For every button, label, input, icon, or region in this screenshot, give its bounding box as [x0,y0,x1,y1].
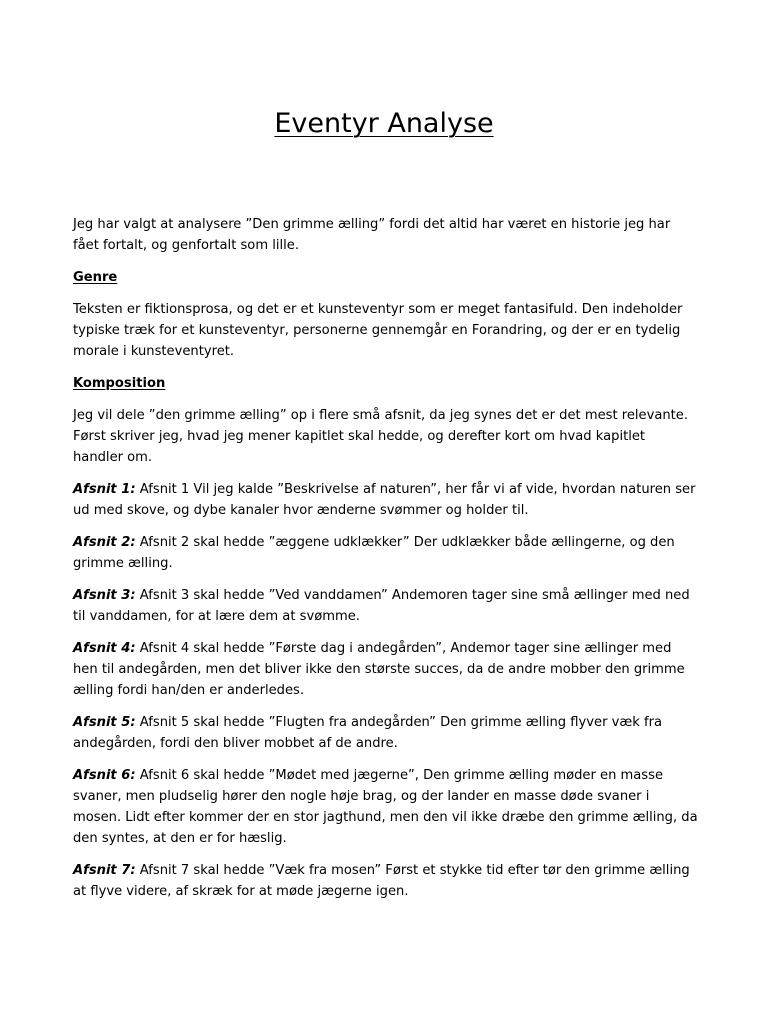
komposition-paragraph: Jeg vil dele ”den grimme ælling” op i flere små afsnit, da jeg synes det er det mest relevante. Først skriver jeg, hvad jeg mener kapitlet skal hedde, og derefter kort om hvad kapitlet handler om. [73,408,689,465]
afsnit-7-text: Afsnit 7 skal hedde ”Væk fra mosen” Først et stykke tid efter tør den grimme ælling at flyve videre, af skræk for at møde jægerne igen. [73,863,690,899]
afsnit-6-label: Afsnit 6: [73,768,136,783]
afsnit-5-paragraph [73,712,698,754]
komposition-heading: Komposition [73,376,166,391]
afsnit-7-paragraph [73,860,698,902]
afsnit-2-paragraph [73,532,698,574]
komposition-heading-paragraph [73,373,698,394]
document-title: Eventyr Analyse [274,108,494,139]
afsnit-4-text: Afsnit 4 skal hedde ”Første dag i andegården”, Andemor tager sine ællinger med hen til andegården, men det bliver ikke den største succes, da de andre mobber den grimme ælling fordi han/den er anderledes. [73,641,685,698]
afsnit-3-label: Afsnit 3: [73,588,136,603]
afsnit-5-text: Afsnit 5 skal hedde ”Flugten fra andegården” Den grimme ælling flyver væk fra andegården, fordi den bliver mobbet af de andre. [73,715,662,751]
document-body [73,214,698,913]
afsnit-3-paragraph [73,585,698,627]
genre-heading: Genre [73,270,118,285]
afsnit-4-paragraph [73,638,698,701]
afsnit-5-label: Afsnit 5: [73,715,136,730]
afsnit-2-text: Afsnit 2 skal hedde ”æggene udklækker” Der udklækker både ællingerne, og den grimme ælling. [73,535,675,571]
genre-heading-paragraph [73,267,698,288]
afsnit-6-paragraph [73,765,698,849]
afsnit-1-text: Afsnit 1 Vil jeg kalde ”Beskrivelse af naturen”, her får vi af vide, hvordan naturen ser ud med skove, og dybe kanaler hvor ænderne svømmer og holder til. [73,482,696,518]
intro-paragraph: Jeg har valgt at analysere ”Den grimme ælling” fordi det altid har været en historie jeg har fået fortalt, og genfortalt som lille. [73,217,671,253]
afsnit-6-text: Afsnit 6 skal hedde ”Mødet med jægerne”, Den grimme ælling møder en masse svaner, men pludselig hører den nogle høje brag, og der lander en masse døde svaner i mosen. Lidt efter kommer der en stor jagthund, men den vil ikke dræbe den grimme ælling, da den syntes, at den er for hæslig. [73,768,698,846]
afsnit-1-paragraph [73,479,698,521]
afsnit-1-label: Afsnit 1: [73,482,136,497]
afsnit-3-text: Afsnit 3 skal hedde ”Ved vanddamen” Andemoren tager sine små ællinger med ned til vanddamen, for at lære dem at svømme. [73,588,690,624]
afsnit-4-label: Afsnit 4: [73,641,136,656]
genre-paragraph: Teksten er fiktionsprosa, og det er et kunsteventyr som er meget fantasifuld. Den indeholder typiske træk for et kunsteventyr, personerne gennemgår en Forandring, og der er en tydelig morale i kunsteventyret. [73,302,683,359]
afsnit-7-label: Afsnit 7: [73,863,136,878]
afsnit-2-label: Afsnit 2: [73,535,136,550]
